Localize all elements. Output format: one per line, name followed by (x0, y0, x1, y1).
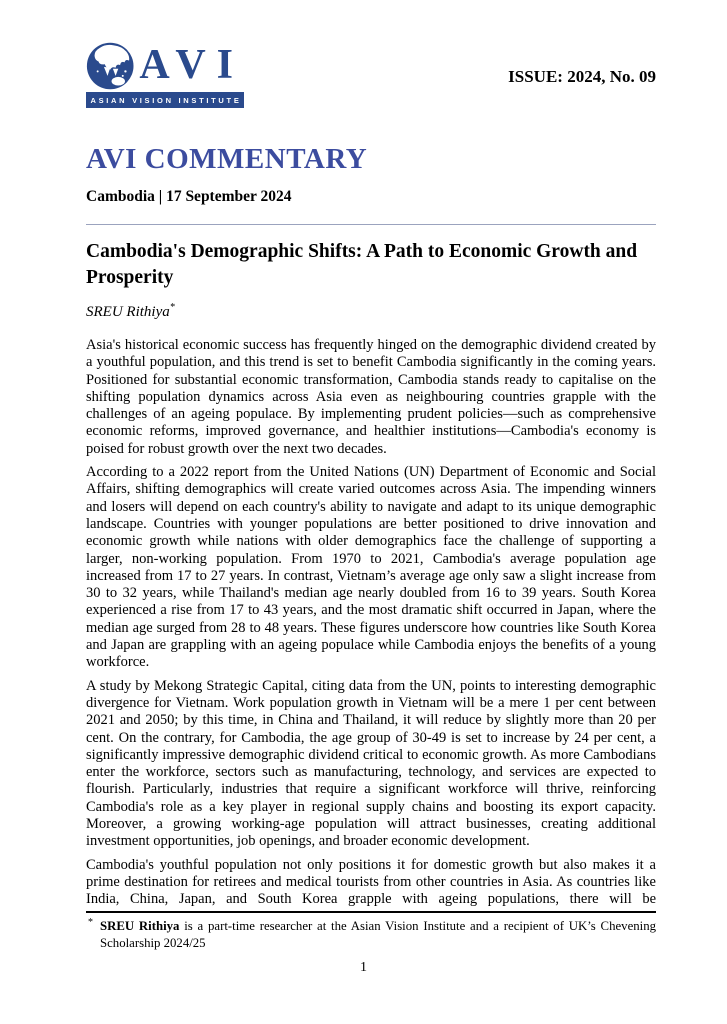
paragraph: Asia's historical economic success has frequently hinged on the demographic dividend created by a youthful population, and this trend is set to benefit Cambodia significantly in the coming years. Positioned for substantial economic transformation, Cambodia stands ready to capitalise on the shifting population dynamics across Asia even as neighbouring countries grapple with the challenges of an ageing populace. By implementing prudent policies—such as comprehensive economic reforms, improved governance, and healthier institutions—Cambodia's economy is poised for robust growth over the next two decades. (86, 337, 656, 457)
author-name: SREU Rithiya (86, 304, 170, 320)
issue-label: ISSUE: 2024, No. 09 (508, 67, 656, 86)
author-footnote-mark: * (169, 302, 175, 313)
footnote-mark: * (88, 917, 93, 928)
article-title: Cambodia's Demographic Shifts: A Path to Economic Growth and Prosperity (86, 241, 638, 288)
header-divider (86, 224, 656, 225)
author-line (86, 302, 656, 321)
footnote-text: is a part-time researcher at the Asian Vision Institute and a recipient of UK’s Chevening Scholarship 2024/25 (100, 919, 656, 950)
page-number: 1 (360, 960, 367, 975)
article-body (86, 337, 656, 909)
page-header (86, 40, 656, 108)
footnote-separator (86, 911, 656, 913)
paragraph: Cambodia's youthful population not only positions it for domestic growth but also makes it a prime destination for retirees and medical tourists from other countries in Asia. As countries like India, China, Japan, and South Korea grapple with ageing populations, there will be (86, 856, 656, 908)
avi-logo-orgname: ASIAN VISION INSTITUTE (86, 92, 244, 108)
paragraph: According to a 2022 report from the United Nations (UN) Department of Economic and Social Affairs, shifting demographics will create varied outcomes across Asia. The impending winners and losers will depend on each country's ability to navigate and adapt to its unique demographic landscape. Countries with younger populations are better positioned to drive innovation and economic growth while nations with older demographics face the challenge of supporting a larger, non-working population. From 1970 to 2021, Cambodia's average population age increased from 17 to 27 years. In contrast, Vietnam’s average age only saw a slight increase from 30 to 32 years, while Thailand's median age nearly doubled from 16 to 39 years. South Korea experienced a rise from 17 to 43 years, and the most dramatic shift occurred in Japan, where the median age surged from 28 to 48 years. These figures underscore how countries like South Korea and Japan are grappling with an ageing populace while Cambodia enjoys the benefits of a young workforce. (86, 464, 656, 671)
footnote (86, 918, 656, 951)
avi-logo-top (86, 40, 244, 92)
globe-asia-icon (86, 40, 134, 92)
footnote-block (86, 911, 656, 951)
series-title: AVI COMMENTARY (86, 143, 368, 175)
avi-logo-acronym: AVI (139, 42, 244, 88)
avi-logo (86, 40, 244, 108)
paragraph: A study by Mekong Strategic Capital, citing data from the UN, points to interesting demographic divergence for Vietnam. Work population growth in Vietnam will be a mere 1 per cent between 2021 and 2050; by this time, in China and Thailand, it will reduce by slightly more than 20 per cent. On the contrary, for Cambodia, the age group of 30-49 is set to increase by 24 per cent, a significantly impressive demographic dividend critical to economic growth. As more Cambodians enter the workforce, sectors such as manufacturing, technology, and services are expected to flourish. Particularly, industries that require a significant workforce will thrive, reinforcing Cambodia's role as a key player in regional supply chains and boosting its export capacity. Moreover, a growing working-age population will attract businesses, creating additional investment opportunities, job openings, and broader economic development. (86, 677, 656, 850)
footnote-author: SREU Rithiya (100, 919, 180, 933)
dateline: Cambodia | 17 September 2024 (86, 188, 292, 205)
